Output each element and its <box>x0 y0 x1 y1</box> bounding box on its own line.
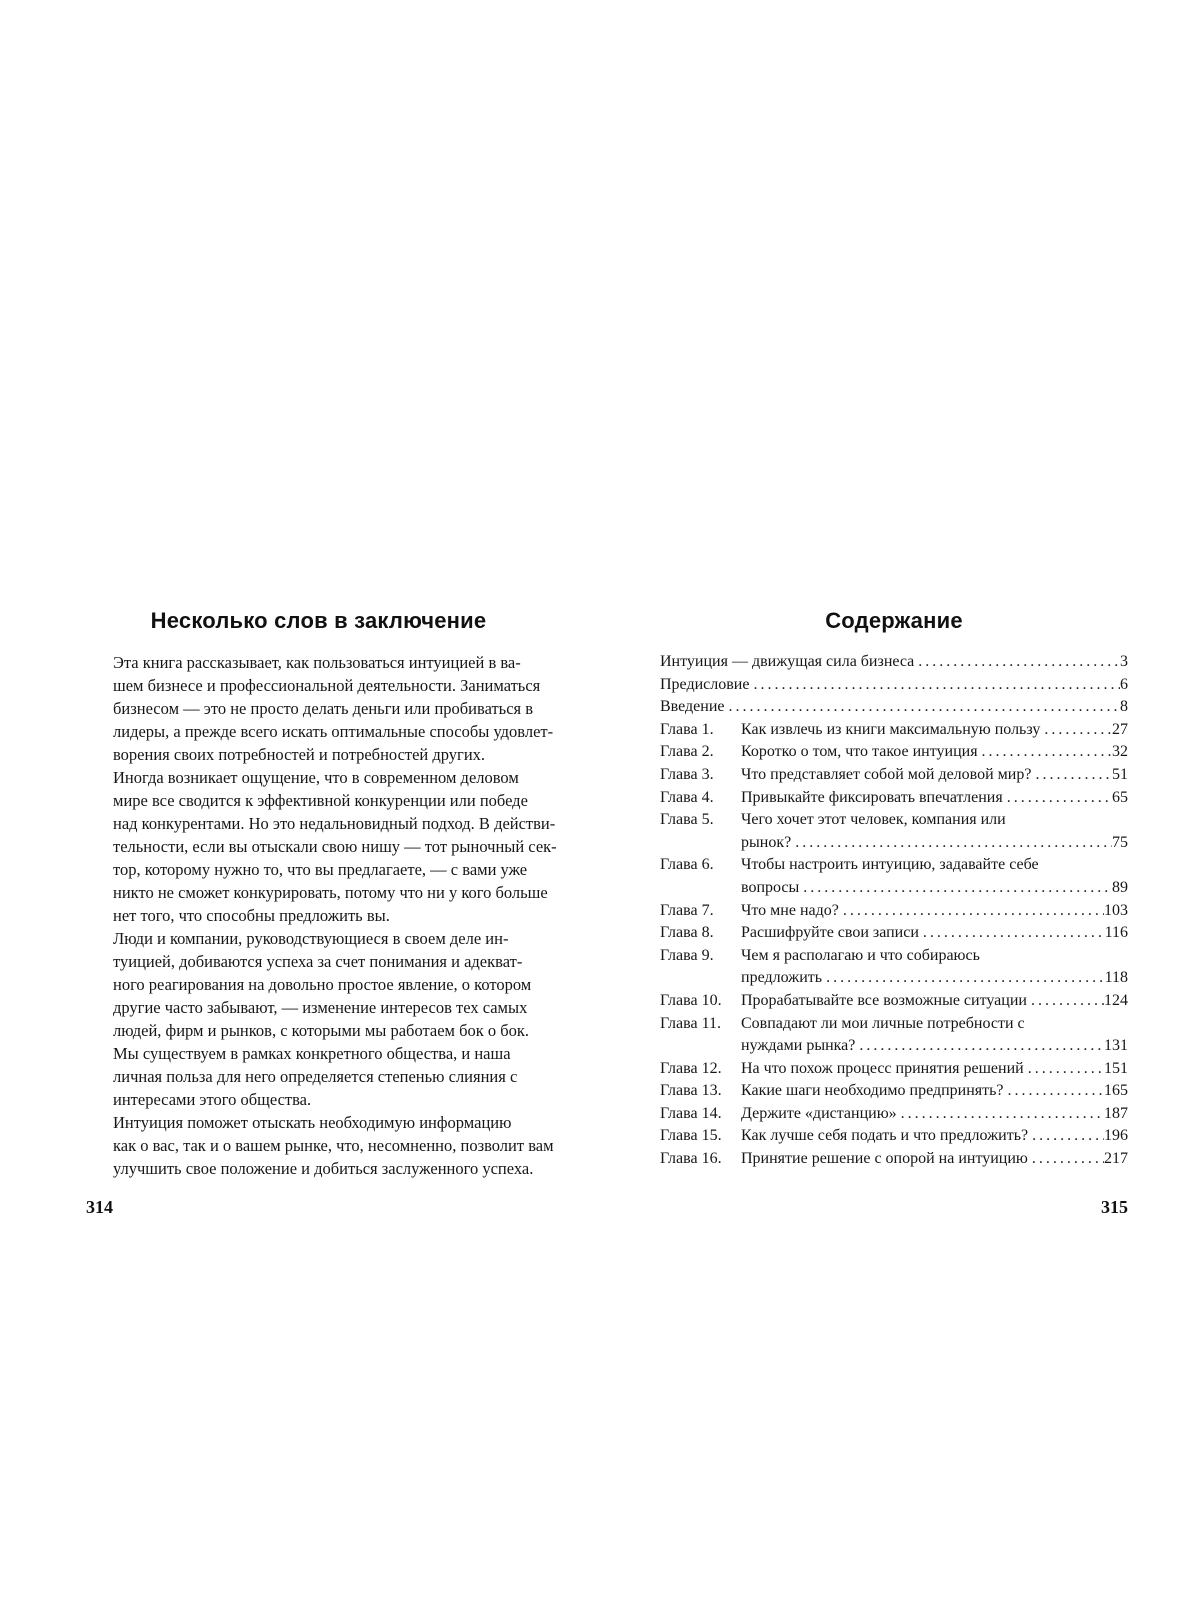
toc-title-line: Интуиция — движущая сила бизнеса <box>660 653 915 670</box>
toc-entry-body <box>741 1080 1128 1103</box>
toc-title-row <box>741 1103 1128 1126</box>
text-line: людей, фирм и рынков, с которыми мы работаем бок о бок. <box>113 1021 530 1040</box>
toc-title-line: Чтобы настроить интуицию, задавайте себе <box>741 856 1039 874</box>
toc-page-number: 51 <box>1112 765 1128 783</box>
toc-title-row <box>741 1080 1128 1103</box>
text-line: тельности, если вы отыскали свою нишу — тот рыночный сек- <box>113 837 557 856</box>
toc-page-number: 124 <box>1104 991 1128 1009</box>
toc-page-number: 6 <box>1120 675 1128 693</box>
toc-title-line: Держите «дистанцию» <box>741 1104 897 1122</box>
toc-entry-body <box>741 854 1128 899</box>
toc-entry[interactable] <box>660 719 1128 742</box>
toc-title-row <box>741 1035 1128 1058</box>
toc-title-row <box>660 696 1128 719</box>
toc-entry-body <box>660 674 1128 697</box>
text-line: нет того, что способны предложить вы. <box>113 906 390 925</box>
toc-chapter-label: Глава 6. <box>660 856 714 874</box>
toc-entry-body <box>741 741 1128 764</box>
toc-page-number: 89 <box>1112 878 1128 896</box>
toc-title-line: вопросы <box>741 878 800 896</box>
page-number: 315 <box>1101 1197 1128 1217</box>
toc-entry-body <box>741 787 1128 810</box>
toc-entry-body <box>741 922 1128 945</box>
toc-title-line: Прорабатывайте все возможные ситуации <box>741 991 1027 1009</box>
text-line: ворения своих потребностей и потребностей других. <box>113 745 486 764</box>
toc-title-row <box>741 990 1128 1013</box>
toc-title-line: Предисловие <box>660 675 750 693</box>
text-line: бизнесом — это не просто делать деньги или пробиваться в <box>113 699 534 718</box>
toc-page-number: 27 <box>1112 720 1128 738</box>
toc-entry[interactable] <box>660 809 1128 854</box>
toc-entry[interactable] <box>660 854 1128 899</box>
toc-title-line: Введение <box>660 698 725 716</box>
toc-page-number: 118 <box>1104 969 1128 987</box>
toc-title-row <box>741 1058 1128 1081</box>
toc-title-row <box>741 719 1128 742</box>
left-page <box>86 0 557 1600</box>
page-number: 314 <box>86 1197 113 1217</box>
toc-chapter-label: Глава 2. <box>660 743 714 761</box>
toc-dot-leader <box>1004 1080 1104 1103</box>
toc-title-row <box>741 900 1128 923</box>
toc-title-line: Коротко о том, что такое интуиция <box>741 743 978 761</box>
text-line: ного реагирования на довольно простое явление, о котором <box>113 975 532 994</box>
toc-dot-leader <box>1003 787 1112 810</box>
toc-entry[interactable] <box>660 1125 1128 1148</box>
text-line: Люди и компании, руководствующиеся в своем деле ин- <box>113 929 509 948</box>
paragraph <box>86 927 551 1111</box>
toc-entry[interactable] <box>660 1080 1128 1103</box>
toc-title-line: Чего хочет этот человек, компания или <box>741 811 1006 829</box>
toc-title-row <box>741 967 1128 990</box>
toc-dot-leader <box>897 1103 1104 1126</box>
text-line: как о вас, так и о вашем рынке, что, несомненно, позволит вам <box>113 1136 554 1155</box>
toc-title-line: Как лучше себя подать и что предложить? <box>741 1127 1029 1145</box>
toc-title-line: Как извлечь из книги максимальную пользу <box>741 720 1041 738</box>
toc-chapter-label: Глава 11. <box>660 1014 721 1032</box>
toc-title-row <box>741 741 1128 764</box>
toc-page-number: 103 <box>1104 901 1128 919</box>
toc-entry[interactable] <box>660 696 1128 719</box>
toc-dot-leader <box>919 922 1105 945</box>
contents-heading: Содержание <box>825 608 963 633</box>
toc-entry[interactable] <box>660 1013 1128 1058</box>
toc-chapter-label: Глава 3. <box>660 765 714 783</box>
toc-page-number: 131 <box>1104 1037 1128 1055</box>
toc-title-row <box>660 674 1128 697</box>
toc-title-line: Привыкайте фиксировать впечатления <box>741 788 1003 806</box>
toc-page-number: 151 <box>1104 1059 1128 1077</box>
text-line: Иногда возникает ощущение, что в современном деловом <box>113 768 519 787</box>
toc-dot-leader <box>725 696 1121 719</box>
toc-entry-body <box>741 1148 1128 1171</box>
toc-title-line: нуждами рынка? <box>741 1037 856 1055</box>
paragraph <box>86 1111 554 1180</box>
toc-chapter-label: Глава 14. <box>660 1104 722 1122</box>
toc-title-line: Что мне надо? <box>741 901 839 919</box>
text-line: лидеры, а прежде всего искать оптимальные способы удовлет- <box>113 722 554 741</box>
toc-page-number: 116 <box>1104 924 1128 942</box>
toc-page-number: 65 <box>1112 788 1128 806</box>
conclusion-text <box>86 651 557 1180</box>
toc-title-row <box>660 651 1128 674</box>
toc-page-number: 3 <box>1120 653 1128 670</box>
toc-dot-leader <box>1024 1058 1104 1081</box>
table-of-contents <box>660 651 1128 1171</box>
toc-title-line: Чем я располагаю и что собираюсь <box>741 946 980 964</box>
text-line: интересами этого общества. <box>113 1090 312 1109</box>
toc-title-line: Расшифруйте свои записи <box>741 924 919 942</box>
toc-entry-body <box>741 990 1128 1013</box>
text-line: тор, которому нужно то, что вы предлагаете, — с вами уже <box>113 860 528 879</box>
toc-entry[interactable] <box>660 674 1128 697</box>
toc-entry-body <box>741 945 1128 990</box>
text-line: другие часто забывают, — изменение интересов тех самых <box>113 998 528 1017</box>
toc-entry-body <box>741 1103 1128 1126</box>
toc-dot-leader <box>749 674 1120 697</box>
toc-dot-leader <box>855 1035 1104 1058</box>
toc-entry-body <box>741 764 1128 787</box>
toc-entry[interactable] <box>660 651 1128 674</box>
toc-page-number: 75 <box>1112 833 1128 851</box>
text-line: туицией, добиваются успеха за счет понимания и адекват- <box>113 952 523 971</box>
text-line: Мы существуем в рамках конкретного общества, и наша <box>113 1044 511 1063</box>
toc-entry-body <box>741 719 1128 742</box>
toc-title-row <box>741 877 1128 900</box>
toc-title-line: Принятие решение с опорой на интуицию <box>741 1150 1028 1168</box>
toc-title-line: Что представляет собой мой деловой мир? <box>741 765 1032 783</box>
toc-chapter-label: Глава 4. <box>660 788 714 806</box>
toc-entry-body <box>660 651 1128 674</box>
toc-title-row <box>741 787 1128 810</box>
toc-entry[interactable] <box>660 741 1128 764</box>
toc-title-row <box>741 922 1128 945</box>
toc-entry[interactable] <box>660 990 1128 1013</box>
toc-title-line: Какие шаги необходимо предпринять? <box>741 1082 1004 1100</box>
toc-page-number: 165 <box>1104 1082 1128 1100</box>
toc-chapter-label: Глава 1. <box>660 720 714 738</box>
toc-dot-leader <box>1028 1125 1104 1148</box>
text-line: шем бизнесе и профессиональной деятельности. Заниматься <box>113 676 541 695</box>
text-line: Интуиция поможет отыскать необходимую информацию <box>113 1113 512 1132</box>
toc-page-number: 187 <box>1104 1104 1128 1122</box>
toc-title-line: Совпадают ли мои личные потребности с <box>741 1014 1025 1032</box>
toc-chapter-label: Глава 12. <box>660 1059 722 1077</box>
toc-chapter-label: Глава 8. <box>660 924 714 942</box>
toc-chapter-label: Глава 15. <box>660 1127 722 1145</box>
toc-title-row <box>741 764 1128 787</box>
toc-page-number: 32 <box>1112 743 1128 761</box>
toc-title-row <box>741 1148 1128 1171</box>
right-page <box>660 0 1128 1600</box>
toc-entry[interactable] <box>660 945 1128 990</box>
toc-entry-body <box>741 809 1128 854</box>
toc-dot-leader <box>914 651 1120 674</box>
toc-entry-body <box>741 1125 1128 1148</box>
toc-chapter-label: Глава 9. <box>660 946 714 964</box>
toc-entry-body <box>660 696 1128 719</box>
text-line: Эта книга рассказывает, как пользоваться интуицией в ва- <box>113 653 521 672</box>
conclusion-heading: Несколько слов в заключение <box>150 608 487 633</box>
toc-dot-leader <box>1028 1148 1104 1171</box>
toc-dot-leader <box>1040 719 1112 742</box>
toc-page-number: 196 <box>1104 1127 1128 1145</box>
toc-entry[interactable] <box>660 1148 1128 1171</box>
text-line: личная польза для него определяется степенью слияния с <box>113 1067 518 1086</box>
toc-entry[interactable] <box>660 1058 1128 1081</box>
toc-title-row <box>741 1125 1128 1148</box>
paragraph <box>86 651 554 766</box>
toc-dot-leader <box>1027 990 1104 1013</box>
toc-dot-leader <box>822 967 1105 990</box>
toc-dot-leader <box>978 741 1112 764</box>
toc-title-line: предложить <box>741 969 823 987</box>
toc-chapter-label: Глава 10. <box>660 991 722 1009</box>
toc-entry[interactable] <box>660 764 1128 787</box>
toc-dot-leader <box>839 900 1104 923</box>
toc-dot-leader <box>799 877 1112 900</box>
toc-entry[interactable] <box>660 900 1128 923</box>
text-line: мире все сводится к эффективной конкуренции или победе <box>113 791 528 810</box>
text-line: никто не сможет конкурировать, потому что ни у кого больше <box>113 883 548 902</box>
toc-title-line: рынок? <box>741 833 792 851</box>
toc-chapter-label: Глава 7. <box>660 901 714 919</box>
toc-entry-body <box>741 1013 1128 1058</box>
text-line: над конкурентами. Но это недальновидный подход. В действи- <box>113 814 556 833</box>
toc-dot-leader <box>1031 764 1112 787</box>
text-line: улучшить свое положение и добиться заслуженного успеха. <box>113 1159 534 1178</box>
toc-chapter-label: Глава 5. <box>660 811 714 829</box>
toc-chapter-label: Глава 16. <box>660 1150 722 1168</box>
toc-title-line: На что похож процесс принятия решений <box>741 1059 1024 1077</box>
toc-page-number: 217 <box>1104 1150 1128 1168</box>
toc-entry[interactable] <box>660 922 1128 945</box>
toc-page-number: 8 <box>1120 698 1128 716</box>
toc-chapter-label: Глава 13. <box>660 1082 722 1100</box>
toc-title-row <box>741 832 1128 855</box>
toc-entry-body <box>741 1058 1128 1081</box>
paragraph <box>86 766 557 927</box>
toc-entry[interactable] <box>660 1103 1128 1126</box>
toc-entry[interactable] <box>660 787 1128 810</box>
toc-dot-leader <box>791 832 1112 855</box>
toc-entry-body <box>741 900 1128 923</box>
